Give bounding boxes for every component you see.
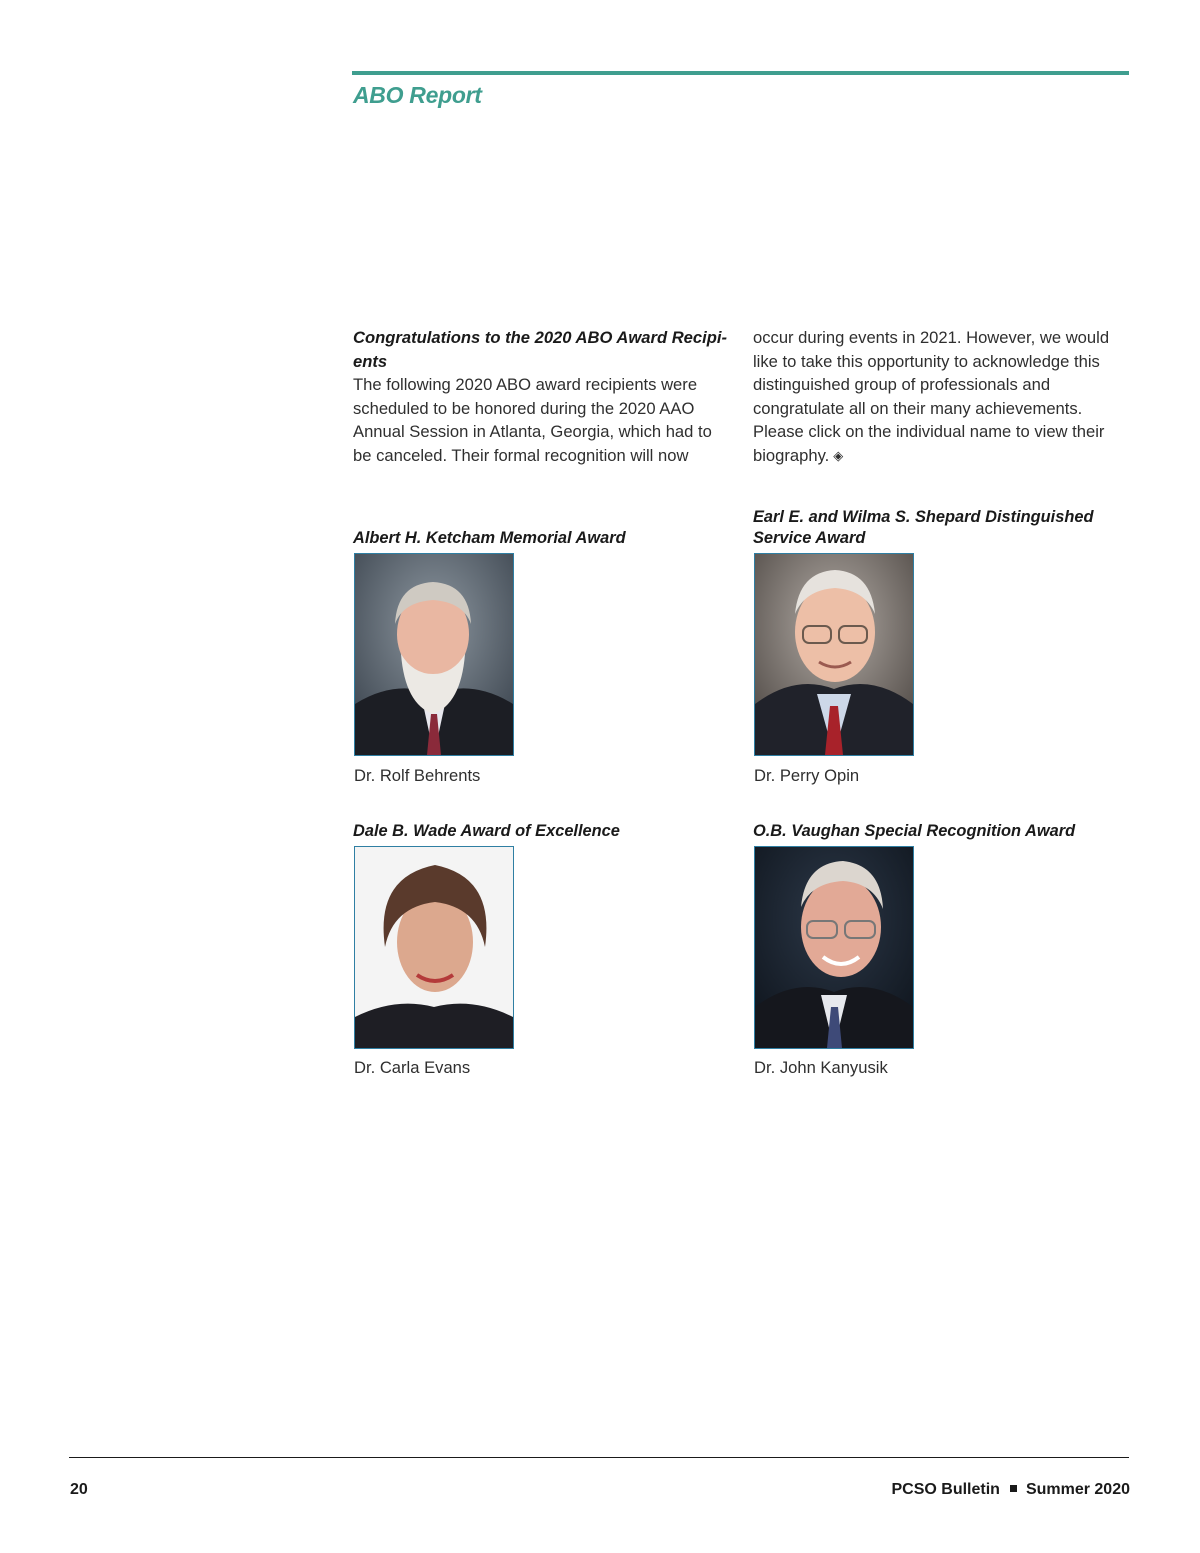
header-rule: [352, 71, 1129, 75]
square-bullet-icon: [1010, 1485, 1017, 1492]
award-title-line: Service Award: [753, 529, 866, 547]
intro-heading: Congratulations to the 2020 ABO Award Recipi-: [353, 328, 728, 347]
award-title-wade: [353, 821, 713, 842]
intro-left-column: [353, 326, 731, 468]
award-title-vaughan: [753, 821, 1113, 842]
portrait-image: [755, 847, 913, 1048]
award-title-line: O.B. Vaughan Special Recognition Award: [753, 822, 1076, 840]
recipient-name-evans[interactable]: Dr. Carla Evans: [354, 1058, 471, 1077]
award-title-line: Earl E. and Wilma S. Shepard Distinguished: [753, 508, 1094, 526]
recipient-name-opin[interactable]: Dr. Perry Opin: [754, 766, 860, 785]
publication-name: PCSO Bulletin: [891, 1481, 1000, 1498]
issue-name: Summer 2020: [1025, 1481, 1130, 1498]
portrait-john-kanyusik[interactable]: [754, 846, 914, 1049]
intro-right-column: [753, 326, 1133, 468]
portrait-image: [355, 554, 513, 755]
page-number: 20: [70, 1481, 88, 1498]
footer-publication: [891, 1481, 1130, 1499]
intro-heading-continued: ents: [353, 351, 388, 371]
award-title-line: Albert H. Ketcham Memorial Award: [353, 529, 626, 547]
portrait-perry-opin[interactable]: [754, 553, 914, 756]
award-title-ketcham: [353, 528, 713, 549]
portrait-carla-evans[interactable]: [354, 846, 514, 1049]
intro-text-left: The following 2020 ABO award recipients were scheduled to be honored during the 2020 AAO Annual Session in Atlanta, Georgia, which had to be canceled. Their formal recognition will now: [353, 375, 712, 465]
footer-rule: [69, 1457, 1129, 1458]
end-diamond-icon: ◈: [833, 447, 844, 463]
portrait-image: [355, 847, 513, 1048]
intro-text-right: occur during events in 2021. However, we would like to take this opportunity to acknowledge this distinguished group of professionals and congratulate all on their many achievements. Please click on the individual name to view their biography.: [753, 328, 1110, 465]
portrait-image: [755, 554, 913, 755]
award-title-line: Dale B. Wade Award of Excellence: [353, 822, 620, 840]
recipient-name-kanyusik[interactable]: Dr. John Kanyusik: [754, 1058, 888, 1077]
award-title-shepard: [753, 507, 1113, 549]
section-title: ABO Report: [353, 82, 482, 108]
portrait-rolf-behrents[interactable]: [354, 553, 514, 756]
recipient-name-behrents[interactable]: Dr. Rolf Behrents: [354, 766, 481, 785]
